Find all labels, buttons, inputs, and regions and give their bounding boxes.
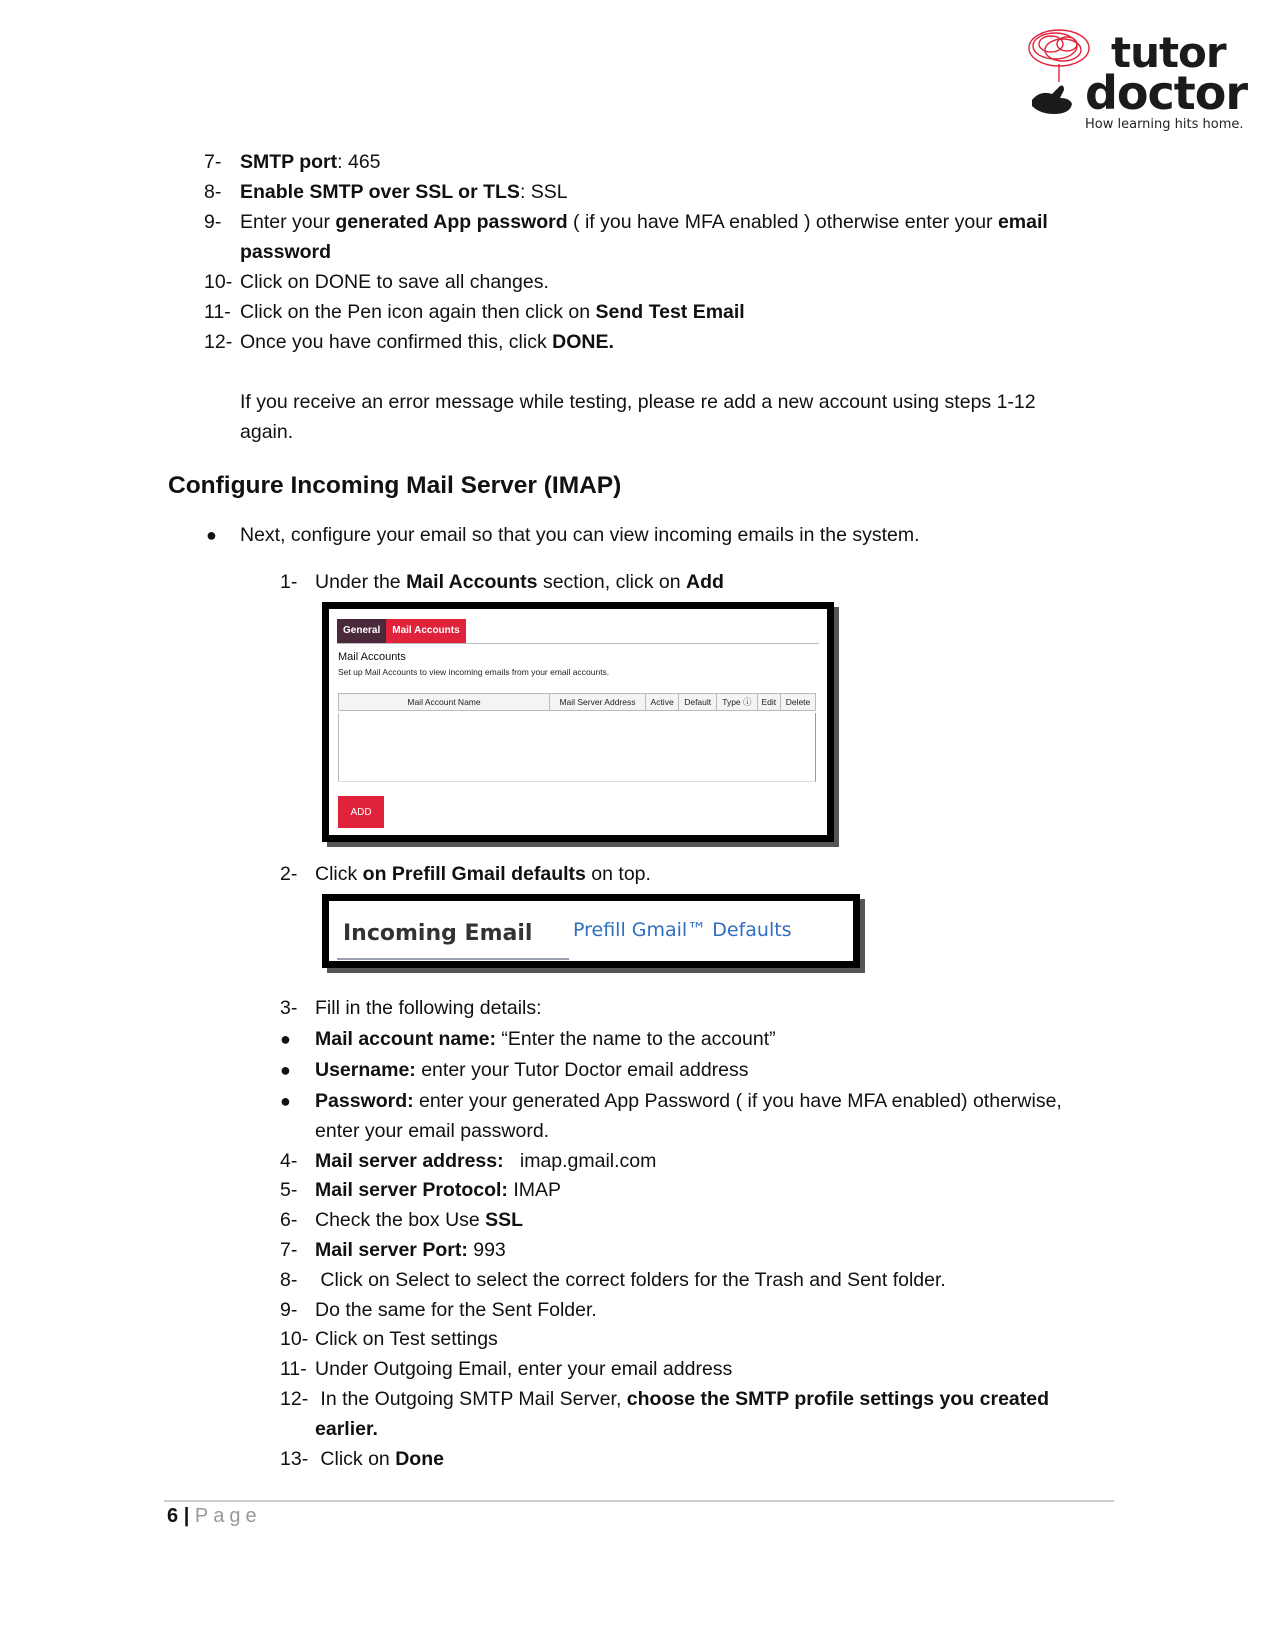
step-number: 10- — [280, 1328, 309, 1350]
mail-accounts-table — [338, 693, 816, 711]
smtp-step-9: Enter your generated App password ( if you have MFA enabled ) otherwise enter your email — [240, 211, 1048, 233]
logo-word-doctor: doctor — [1085, 66, 1248, 120]
imap-step-10: Click on Test settings — [315, 1328, 498, 1350]
logo-tagline: How learning hits home. — [1085, 117, 1244, 132]
step-number: 10- — [204, 271, 233, 293]
detail-password-continued: enter your email password. — [315, 1120, 550, 1142]
incoming-email-title: Incoming Email — [343, 921, 533, 946]
step-number: 6- — [280, 1209, 298, 1231]
smtp-step-8: Enable SMTP over SSL or TLS: SSL — [240, 181, 568, 203]
step-number: 8- — [280, 1269, 298, 1291]
step-number: 12- — [204, 331, 233, 353]
info-icon: ⓘ — [743, 697, 752, 707]
footer-separator: | — [183, 1505, 190, 1527]
bullet-dot: ● — [280, 1091, 291, 1111]
imap-step-12: In the Outgoing SMTP Mail Server, choose the SMTP profile settings you created — [315, 1388, 1050, 1410]
smtp-step-7: SMTP port: 465 — [240, 151, 381, 173]
mail-accounts-heading: Mail Accounts — [338, 651, 406, 663]
bullet-dot: ● — [280, 1029, 291, 1049]
page-footer — [167, 1505, 262, 1528]
imap-step-4: Mail server address: imap.gmail.com — [315, 1150, 657, 1172]
column-header: Edit — [757, 694, 780, 711]
section-heading: Configure Incoming Mail Server (IMAP) — [168, 472, 622, 499]
imap-step-5: Mail server Protocol: IMAP — [315, 1179, 561, 1201]
smtp-step-12: Once you have confirmed this, click DONE. — [240, 331, 614, 353]
column-header: Active — [645, 694, 678, 711]
tab-general: General — [337, 619, 386, 643]
step-number: 11- — [204, 301, 231, 323]
imap-step-11: Under Outgoing Email, enter your email address — [315, 1358, 733, 1380]
detail-mail-account-name: Mail account name: “Enter the name to the account” — [315, 1028, 776, 1050]
logo-word-tutor: tutor — [1111, 28, 1226, 77]
step-number: 7- — [204, 151, 222, 173]
imap-step-6: Check the box Use SSL — [315, 1209, 524, 1231]
imap-step-7: Mail server Port: 993 — [315, 1239, 506, 1261]
prefill-gmail-link[interactable]: Prefill Gmail™ Defaults — [573, 919, 792, 941]
page-label: Page — [194, 1505, 262, 1527]
mail-accounts-subtext: Set up Mail Accounts to view incoming emails from your email accounts. — [338, 667, 610, 677]
error-note-line-2: again. — [240, 421, 294, 443]
step-number: 5- — [280, 1179, 298, 1201]
detail-password: Password: enter your generated App Password ( if you have MFA enabled) otherwise, — [315, 1090, 1062, 1112]
step-number: 8- — [204, 181, 222, 203]
incoming-email-screenshot — [322, 894, 860, 968]
error-note-line-1: If you receive an error message while testing, please re add a new account using steps 1-12 — [240, 391, 1036, 413]
mail-accounts-screenshot — [322, 602, 834, 842]
imap-step-8: Click on Select to select the correct folders for the Trash and Sent folder. — [315, 1269, 946, 1291]
tab-mail-accounts: Mail Accounts — [386, 619, 465, 643]
column-header: Mail Server Address — [550, 694, 646, 711]
title-underline — [337, 958, 569, 960]
footer-divider — [164, 1500, 1114, 1502]
step-number: 7- — [280, 1239, 298, 1261]
column-header: Default — [679, 694, 717, 711]
step-number: 9- — [280, 1299, 298, 1321]
step-number: 4- — [280, 1150, 298, 1172]
step-number: 2- — [280, 863, 298, 885]
imap-step-12-continued: earlier. — [315, 1418, 378, 1440]
imap-step-2: Click on Prefill Gmail defaults on top. — [315, 863, 651, 885]
column-header: Mail Account Name — [339, 694, 550, 711]
imap-step-9: Do the same for the Sent Folder. — [315, 1299, 597, 1321]
bullet-dot: ● — [206, 525, 217, 545]
detail-username: Username: enter your Tutor Doctor email address — [315, 1059, 749, 1081]
smtp-step-9-continued: password — [240, 241, 332, 263]
step-number: 11- — [280, 1358, 307, 1380]
imap-step-3: Fill in the following details: — [315, 997, 542, 1019]
column-header: Type ⓘ — [717, 694, 758, 711]
step-number: 9- — [204, 211, 222, 233]
step-number: 13- — [280, 1448, 309, 1470]
bullet-dot: ● — [280, 1060, 291, 1080]
add-button[interactable]: ADD — [338, 796, 384, 828]
page-number: 6 — [167, 1505, 179, 1527]
imap-step-13: Click on Done — [315, 1448, 444, 1470]
tab-divider — [337, 643, 819, 644]
step-number: 3- — [280, 997, 298, 1019]
table-body — [338, 713, 816, 782]
smtp-step-10: Click on DONE to save all changes. — [240, 271, 549, 293]
column-header: Delete — [780, 694, 815, 711]
imap-step-1: Under the Mail Accounts section, click on Add — [315, 571, 724, 593]
smtp-step-11: Click on the Pen icon again then click on Send Test Email — [240, 301, 745, 323]
hand-icon — [1030, 80, 1080, 120]
step-number: 12- — [280, 1388, 309, 1410]
step-number: 1- — [280, 571, 298, 593]
tutor-doctor-logo — [1025, 26, 1255, 136]
intro-bullet: Next, configure your email so that you can view incoming emails in the system. — [240, 524, 920, 546]
